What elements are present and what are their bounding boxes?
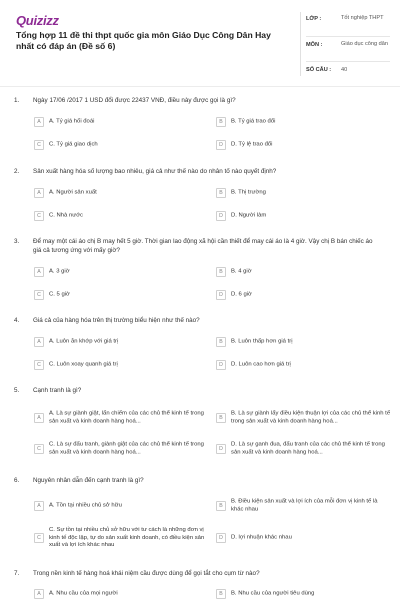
question-number: 6. [14,477,20,484]
option-c[interactable] [34,139,212,151]
option-letter-box: C [34,533,44,543]
option-b[interactable] [216,404,394,432]
option-a[interactable] [34,496,212,516]
quizizz-logo[interactable]: Quizizz [16,13,59,28]
question-3 [14,238,390,306]
option-text: A. Là sự giành giật, lấn chiếm của các chủ thể kinh tế trong sản xuất và kinh doanh hàng hoá... [49,410,204,424]
option-c[interactable] [34,210,212,222]
option-b[interactable] [216,116,394,128]
question-number: 7. [14,570,20,577]
option-d[interactable] [216,523,394,553]
question-number: 3. [14,238,20,245]
option-text: D. Người làm [231,212,267,219]
option-text: C. Luôn xoay quanh giá trị [49,361,118,368]
meta-separator [306,36,390,37]
option-text: B. Điều kiện sản xuất và lợi ích của mỗi đơn vị kinh tế là khác nhau [231,498,378,512]
option-text: C. Là sự đấu tranh, giành giật của các chủ thể kinh tế trong sản xuất và kinh doanh hàng hoá... [49,441,204,455]
option-text: A. Nhu cầu của mọi người [49,590,118,597]
option-a[interactable] [34,187,212,199]
option-text: A. Tỷ giá hối đoái [49,118,95,125]
question-5 [14,387,390,467]
option-b[interactable] [216,266,394,278]
question-text [14,168,384,177]
option-c[interactable] [34,289,212,301]
option-letter-box: A [34,501,44,511]
option-letter-box: C [34,360,44,370]
header-divider [300,12,301,76]
option-a[interactable] [34,588,212,600]
option-text: A. Luôn ăn khớp với giá trị [49,338,119,345]
option-text: B. Là sự giành lấy điều kiện thuận lợi của các chủ thể kinh tế trong sản xuất và kinh doanh hàng hoá... [231,410,391,424]
question-number: 4. [14,317,20,324]
option-letter-box: C [34,211,44,221]
question-body: Cạnh tranh là gì? [33,387,82,394]
option-text: D. Tỷ lệ trao đổi [231,141,273,148]
option-text: C. Sự tồn tại nhiều chủ sở hữu với tư cách là những đơn vị kinh tế độc lập, tự do sản xuất kinh doanh, có điều kiện sản xuất và lợi ích khác nhau [49,526,205,548]
option-text: C. 5 giờ [49,291,70,298]
question-number: 2. [14,168,20,175]
header-rule [0,86,400,87]
option-c[interactable] [34,438,212,460]
question-text [14,570,384,579]
grade-label: LỚP : [306,16,322,22]
option-d[interactable] [216,289,394,301]
option-letter-box: D [216,444,226,454]
option-text: A. Người sản xuất [49,189,97,196]
option-letter-box: B [216,589,226,599]
question-body: Nguyên nhân dẫn đến cạnh tranh là gì? [33,477,144,484]
option-b[interactable] [216,588,394,600]
question-body: Để may một cái áo chị B may hết 5 giờ. Thời gian lao động xã hội cần thiết để may cái áo là 4 giờ. Vậy chị B bán chiếc áo giá cả tương ứng với mấy giờ? [33,238,373,254]
option-b[interactable] [216,187,394,199]
option-letter-box: A [34,413,44,423]
option-a[interactable] [34,336,212,348]
option-letter-box: A [34,337,44,347]
option-letter-box: B [216,117,226,127]
option-d[interactable] [216,438,394,460]
option-text: D. Luôn cao hơn giá trị [231,361,291,368]
option-letter-box: B [216,188,226,198]
option-b[interactable] [216,336,394,348]
option-text: B. Luôn thấp hơn giá trị [231,338,293,345]
option-d[interactable] [216,359,394,371]
question-text [14,238,384,255]
option-text: B. Nhu cầu của người tiêu dùng [231,590,315,597]
question-2 [14,168,390,228]
option-letter-box: D [216,211,226,221]
option-letter-box: D [216,290,226,300]
question-count-label: SỐ CÂU : [306,67,332,73]
option-letter-box: C [34,140,44,150]
option-text: A. Tồn tại nhiều chủ sở hữu [49,502,122,509]
question-1 [14,97,390,157]
option-letter-box: C [34,290,44,300]
question-count-value: 40 [341,67,348,73]
question-body: Giá cả của hàng hóa trên thị trường biểu hiện như thế nào? [33,317,200,324]
option-text: A. 3 giờ [49,268,70,275]
option-letter-box: A [34,188,44,198]
meta-separator [306,61,390,62]
option-letter-box: B [216,413,226,423]
option-text: C. Tỷ giá giao dịch [49,141,98,148]
question-body: Trong nền kinh tế hàng hoá khái niệm cầu được dùng để gọi tắt cho cụm từ nào? [33,570,260,577]
question-text [14,387,384,396]
option-letter-box: A [34,267,44,277]
option-a[interactable] [34,116,212,128]
option-letter-box: D [216,533,226,543]
option-letter-box: D [216,360,226,370]
option-text: D. Là sự ganh đua, đấu tranh của các chủ thể kinh tế trong sản xuất và kinh doanh hàng hoá... [231,441,385,455]
question-6 [14,477,390,565]
option-letter-box: A [34,117,44,127]
option-a[interactable] [34,266,212,278]
question-body: Ngày 17/06 /2017 1 USD đổi được 22437 VNĐ, điều này được gọi là gì? [33,97,236,104]
option-b[interactable] [216,496,394,516]
option-text: D. 6 giờ [231,291,252,298]
option-letter-box: B [216,267,226,277]
option-text: B. 4 giờ [231,268,252,275]
option-text: D. lợi nhuận khác nhau [231,534,292,541]
option-text: B. Tỷ giá trao đổi [231,118,276,125]
worksheet-header [0,0,400,86]
option-letter-box: B [216,337,226,347]
option-d[interactable] [216,210,394,222]
question-number: 1. [14,97,20,104]
question-number: 5. [14,387,20,394]
question-7 [14,570,390,600]
question-4 [14,317,390,377]
option-letter-box: D [216,140,226,150]
question-text [14,477,384,486]
option-d[interactable] [216,139,394,151]
option-letter-box: B [216,501,226,511]
option-c[interactable] [34,359,212,371]
question-body: Sản xuất hàng hóa số lượng bao nhiêu, giá cả như thế nào do nhân tố nào quyết định? [33,168,277,175]
worksheet-title: Tổng hợp 11 đề thi thpt quốc gia môn Giáo Dục Công Dân Hay nhất có đáp án (Đề số 6) [16,30,271,51]
question-text [14,317,384,326]
subject-value: Giáo dục công dân [341,41,388,47]
option-letter-box: C [34,444,44,454]
option-a[interactable] [34,404,212,432]
option-c[interactable] [34,523,212,553]
option-text: C. Nhà nước [49,212,83,219]
subject-label: MÔN : [306,42,323,48]
question-text [14,97,384,106]
option-text: B. Thị trường [231,189,266,196]
grade-value: Tốt nghiệp THPT [341,15,384,21]
option-letter-box: A [34,589,44,599]
